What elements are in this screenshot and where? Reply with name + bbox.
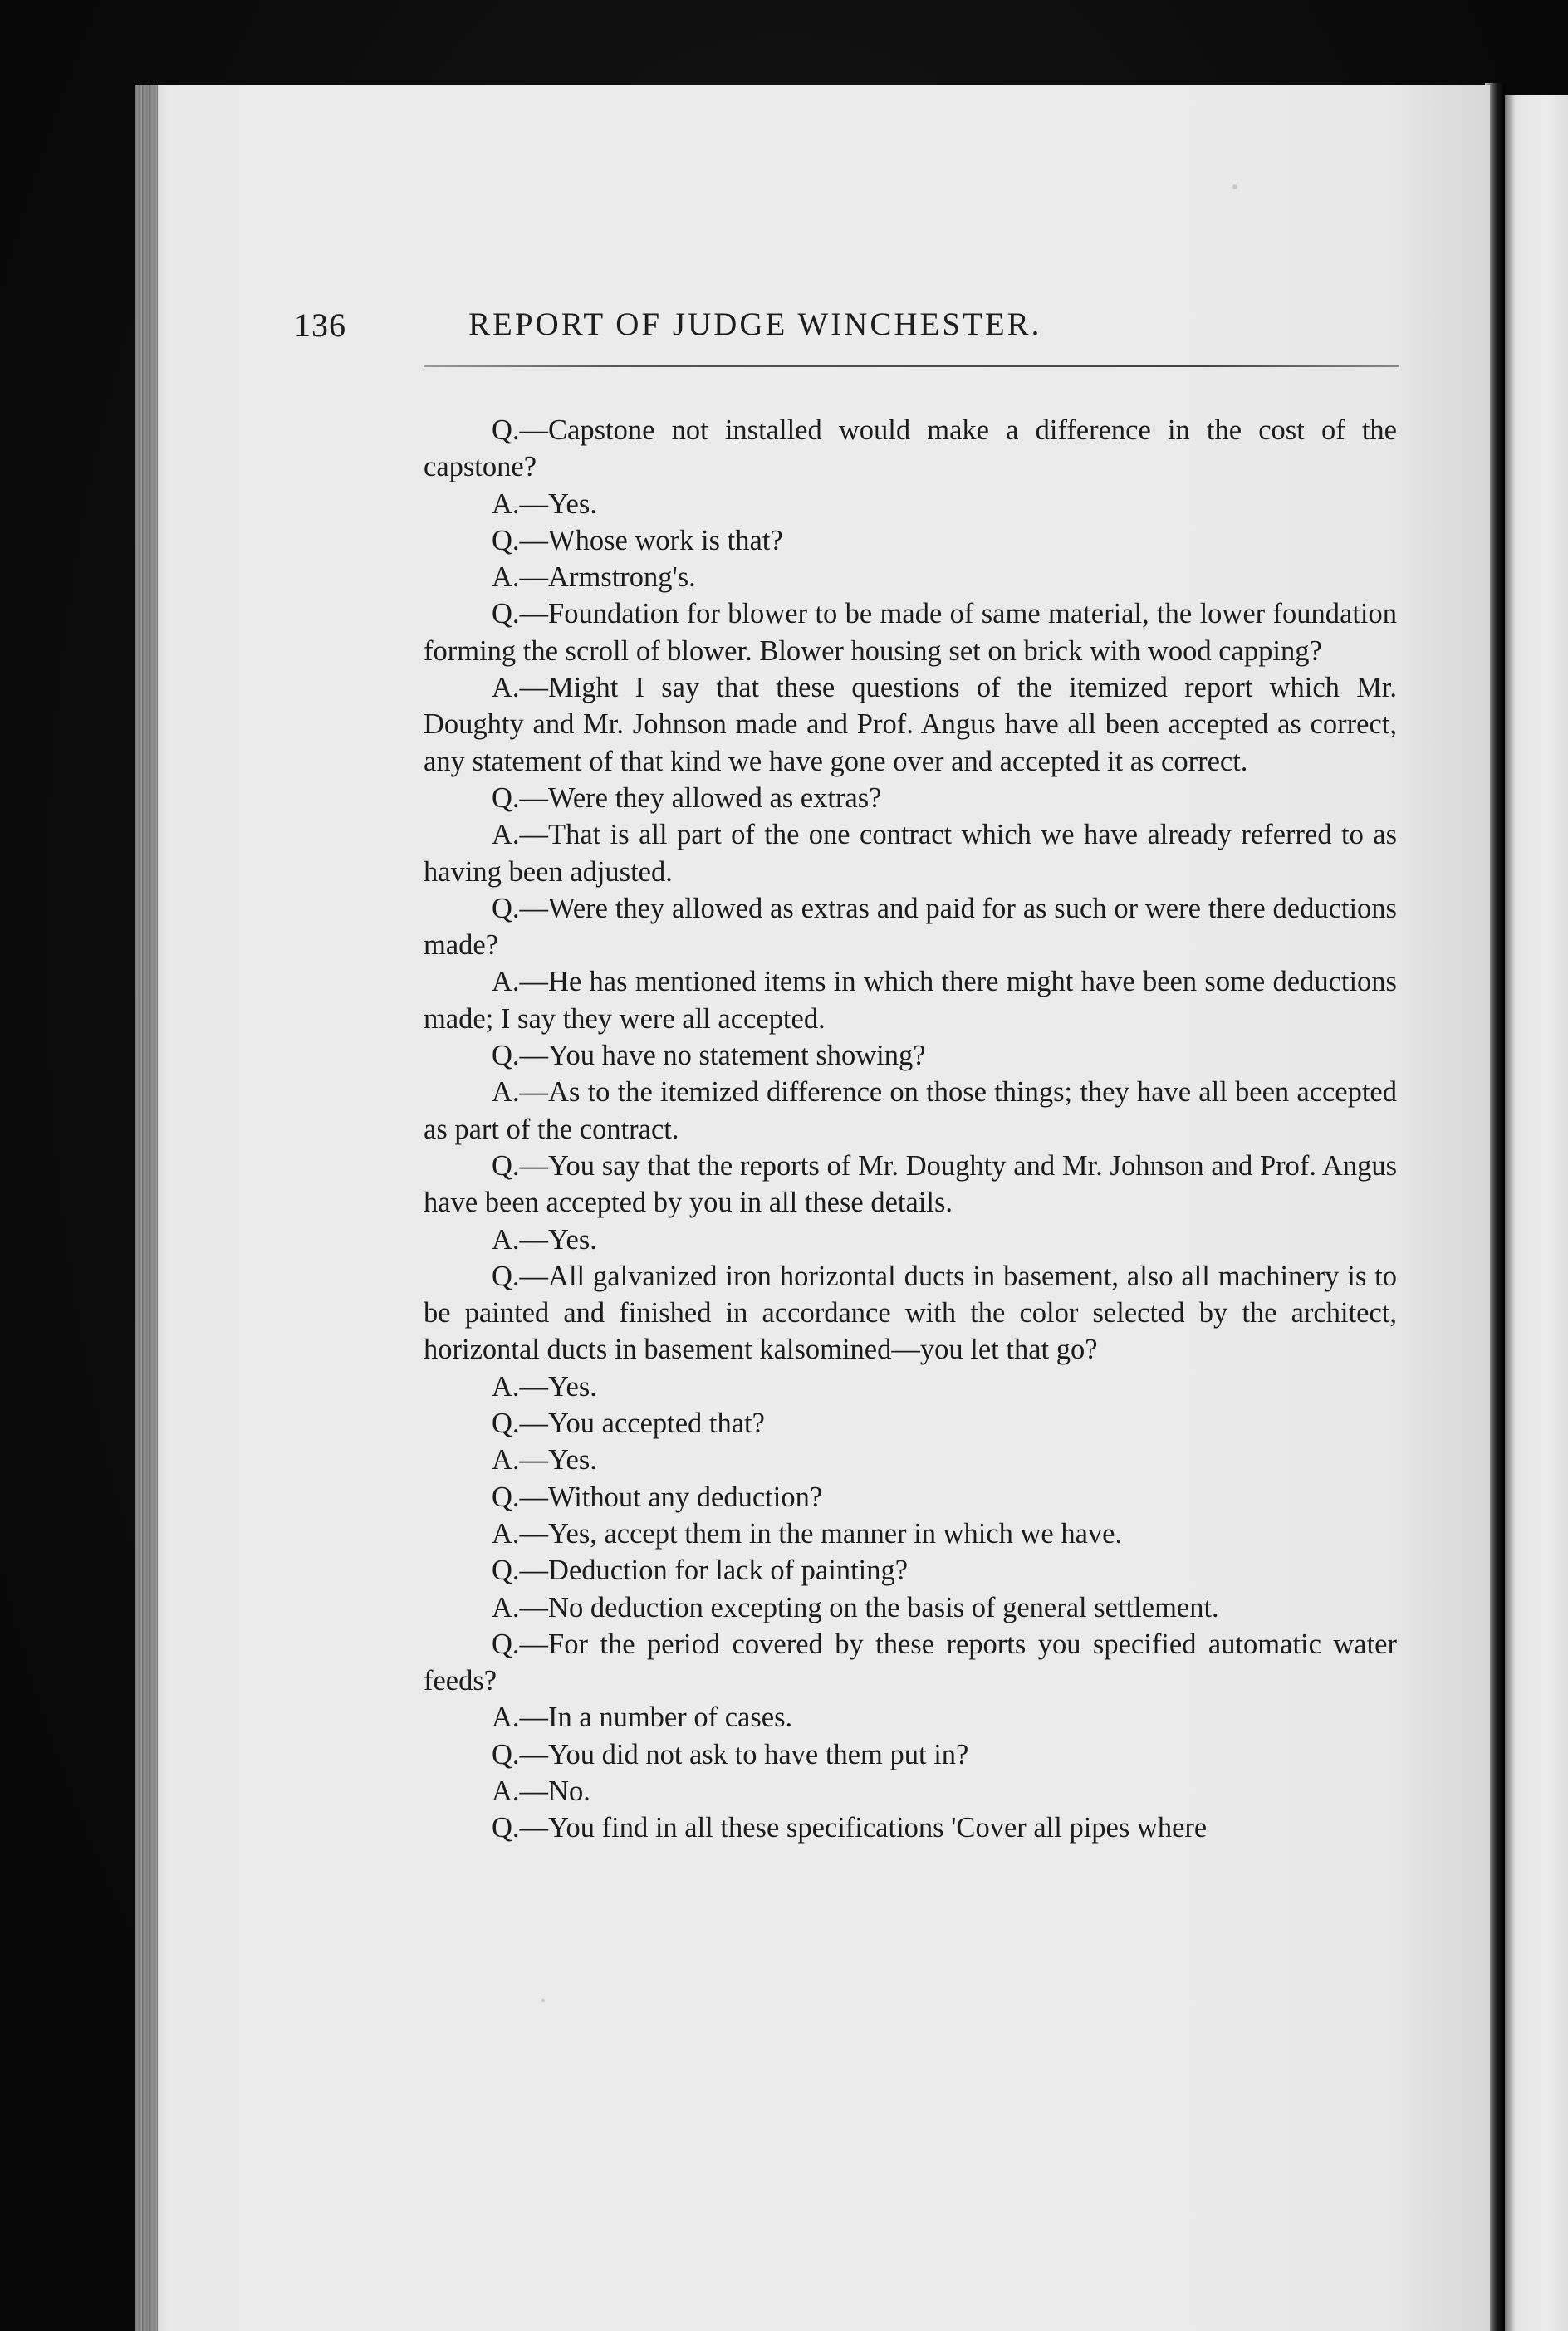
paper-speck — [541, 1999, 545, 2002]
paragraph: Q.—You did not ask to have them put in? — [492, 1738, 969, 1770]
paragraph: Q.—Whose work is that? — [492, 524, 783, 556]
paragraph: Q.—Without any deduction? — [492, 1481, 823, 1513]
paragraph: Q.—Were they allowed as extras and paid for as such or were there deductions made? — [424, 892, 1397, 962]
paragraph: Q.—Deduction for lack of painting? — [492, 1555, 909, 1587]
paragraph: A.—No deduction excepting on the basis of general settlement. — [492, 1591, 1219, 1623]
paragraph: A.—As to the itemized difference on those things; they have all been accepted as part of the contract. — [424, 1076, 1397, 1145]
paragraph: A.—Yes. — [492, 487, 597, 520]
paragraph: Q.—You say that the reports of Mr. Doughty and Mr. Johnson and Prof. Angus have been accepted by you in all these details. — [424, 1149, 1397, 1219]
paragraph: Q.—Were they allowed as extras? — [492, 781, 882, 814]
page-header — [294, 306, 1399, 355]
paragraph: Q.—You have no statement showing? — [492, 1040, 926, 1072]
header-rule — [424, 365, 1399, 367]
running-title: REPORT OF JUDGE WINCHESTER. — [468, 306, 1042, 342]
adjacent-page-edge — [1497, 95, 1568, 2331]
page-number: 136 — [294, 306, 346, 344]
paragraph: A.—He has mentioned items in which there might have been some deductions made; I say they were all accepted. — [424, 966, 1397, 1035]
paragraph: Q.—You find in all these specifications 'Cover all pipes where — [492, 1812, 1208, 1844]
paragraph: A.—In a number of cases. — [492, 1702, 793, 1734]
paragraph: Q.—You accepted that? — [492, 1408, 765, 1440]
paper-speck — [1232, 184, 1237, 189]
paragraph: A.—That is all part of the one contract which we have already referred to as having been adjusted. — [424, 819, 1397, 888]
paragraph: A.—Yes, accept them in the manner in which we have. — [492, 1517, 1123, 1550]
paragraph: A.—Yes. — [492, 1370, 597, 1403]
paragraph: A.—Yes. — [492, 1223, 597, 1256]
testimony-text — [424, 412, 1397, 1847]
paragraph: Q.—All galvanized iron horizontal ducts in basement, also all machinery is to be painted and finished in accordance with the color selected by the architect, horizontal ducts in basement kalsomined—you let that go? — [424, 1260, 1397, 1366]
paragraph: Q.—For the period covered by these reports you specified automatic water feeds? — [424, 1628, 1397, 1697]
paragraph: A.—Yes. — [492, 1444, 597, 1476]
paragraph: Q.—Foundation for blower to be made of same material, the lower foundation forming the scroll of blower. Blower housing set on brick with wood capping? — [424, 598, 1397, 667]
paragraph: A.—Armstrong's. — [492, 561, 696, 594]
paragraph: A.—Might I say that these questions of the itemized report which Mr. Doughty and Mr. Johnson made and Prof. Angus have all been accepted as correct, any statement of that kind we have gone over and accepted it as correct. — [424, 672, 1397, 777]
page-binding-edge — [135, 85, 158, 2331]
paragraph: A.—No. — [492, 1775, 590, 1807]
paragraph: Q.—Capstone not installed would make a difference in the cost of the capstone? — [424, 414, 1397, 483]
